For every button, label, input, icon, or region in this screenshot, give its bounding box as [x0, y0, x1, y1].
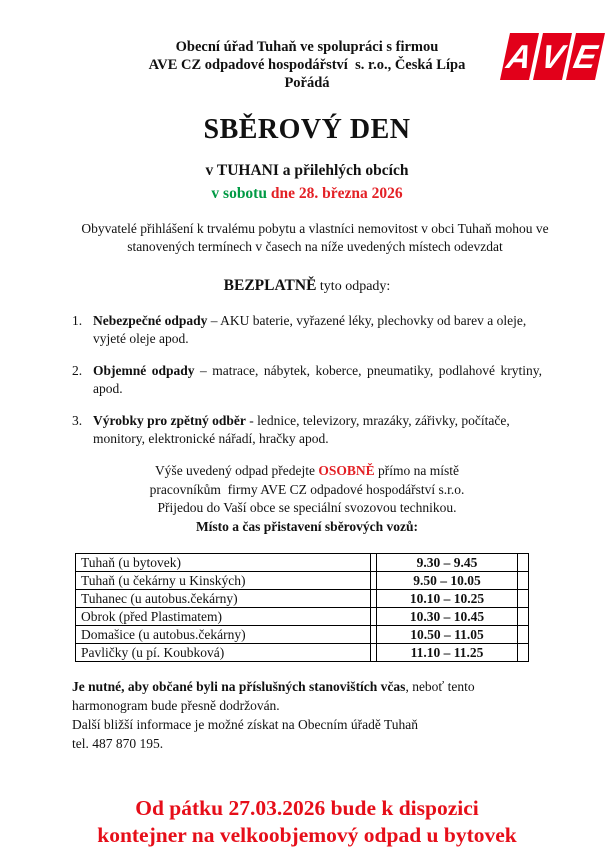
header-line-1: Obecní úřad Tuhaň ve spolupráci s firmou — [175, 39, 439, 55]
schedule-time: 10.10 – 10.25 — [377, 590, 518, 608]
subtitle-date — [72, 185, 542, 203]
waste-item-number: 3. — [72, 413, 83, 428]
waste-item-description: – matrace, nábytek, koberce, pneumatiky, podlahové krytiny, apod. — [93, 363, 542, 396]
subtitle-location: v TUHANI a přilehlých obcích — [205, 162, 409, 179]
notice-line1-post: přímo na místě — [374, 463, 460, 478]
banner-line-2: kontejner na velkoobjemový odpad u bytovek — [97, 823, 517, 847]
schedule-place: Pavličky (u pí. Koubková) — [76, 644, 371, 662]
waste-items-list — [72, 312, 542, 448]
schedule-extra-cell — [518, 572, 529, 590]
waste-item-category: Nebezpečné odpady — [93, 313, 208, 328]
banner-line-1: Od pátku 27.03.2026 bude k dispozici — [135, 796, 479, 820]
waste-item-number: 1. — [72, 313, 83, 328]
handover-notice — [72, 462, 542, 536]
waste-item — [72, 362, 542, 398]
header-line-3: Pořádá — [284, 75, 330, 91]
schedule-time: 11.10 – 11.25 — [377, 644, 518, 662]
footer-warning-rest: , neboť tento harmonogram bude přesně dodržován. — [72, 679, 475, 713]
waste-item-category: Objemné odpady — [93, 363, 195, 378]
table-row — [76, 644, 529, 662]
subtitle-date-value: dne 28. března 2026 — [266, 185, 403, 202]
table-row — [76, 554, 529, 572]
table-row — [76, 590, 529, 608]
schedule-extra-cell — [518, 590, 529, 608]
schedule-table-caption: Místo a čas přistavení sběrových vozů: — [195, 518, 419, 534]
notice-line-3: Přijedou do Vaší obce se speciální svozovou technikou. — [157, 500, 457, 515]
schedule-place: Domašice (u autobus.čekárny) — [76, 626, 371, 644]
waste-item-category: Výrobky pro zpětný odběr — [93, 413, 246, 428]
table-row — [76, 608, 529, 626]
waste-item — [72, 312, 542, 348]
ave-logo-letter-a: A — [500, 33, 539, 80]
intro-paragraph: Obyvatelé přihlášení k trvalému pobytu a vlastníci nemovitost v obci Tuhaň mohou ve stanovených termínech v časech na níže uvedených místech odevzdat — [81, 221, 549, 254]
waste-item-description: – AKU baterie, vyřazené léky, plechovky od barev a oleje, vyjeté oleje apod. — [93, 313, 527, 346]
notice-line1-highlight: OSOBNĚ — [318, 463, 375, 478]
schedule-time: 10.30 – 10.45 — [377, 608, 518, 626]
notice-line1-pre: Výše uvedený odpad předejte — [154, 463, 319, 478]
schedule-extra-cell — [518, 644, 529, 662]
table-row — [76, 626, 529, 644]
document-header — [72, 38, 542, 92]
free-heading-bold: BEZPLATNĚ — [223, 277, 317, 294]
notice-line-2: pracovníkům firmy AVE CZ odpadové hospodářství s.r.o. — [149, 481, 465, 497]
free-heading-rest: tyto odpady: — [316, 279, 391, 294]
page-title: SBĚROVÝ DEN — [203, 114, 411, 145]
schedule-time: 9.50 – 10.05 — [377, 572, 518, 590]
footer-warning-bold: Je nutné, aby občané byli na příslušných stanovištích včas — [72, 679, 406, 694]
header-line-2: AVE CZ odpadové hospodářství s. r.o., Česká Lípa — [148, 57, 466, 73]
schedule-extra-cell — [518, 554, 529, 572]
schedule-place: Obrok (před Plastimatem) — [76, 608, 371, 626]
waste-item-number: 2. — [72, 363, 83, 378]
footer-info: Další bližší informace je možné získat na Obecním úřadě Tuhaň — [72, 717, 419, 732]
schedule-extra-cell — [518, 608, 529, 626]
subtitle-date-day: v sobotu — [211, 185, 267, 202]
footer-text — [72, 677, 544, 753]
schedule-time: 9.30 – 9.45 — [377, 554, 518, 572]
ave-logo — [505, 33, 600, 80]
schedule-place: Tuhanec (u autobus.čekárny) — [76, 590, 371, 608]
schedule-extra-cell — [518, 626, 529, 644]
schedule-time: 10.50 – 11.05 — [377, 626, 518, 644]
schedule-place: Tuhaň (u bytovek) — [76, 554, 371, 572]
footer-phone: tel. 487 870 195. — [72, 736, 164, 751]
schedule-table — [75, 553, 529, 662]
table-row — [76, 572, 529, 590]
free-heading — [72, 277, 542, 295]
notice-line-1 — [72, 462, 542, 481]
ave-logo-letter-v: V — [533, 33, 572, 80]
waste-item — [72, 412, 542, 448]
schedule-place: Tuhaň (u čekárny u Kinských) — [76, 572, 371, 590]
waste-item-description: - lednice, televizory, mrazáky, zářivky, počítače, monitory, elektronické nářadí, hračky apod. — [93, 413, 510, 446]
footer-warning — [72, 677, 544, 715]
ave-logo-letter-e: E — [566, 33, 605, 80]
container-banner — [72, 795, 542, 849]
